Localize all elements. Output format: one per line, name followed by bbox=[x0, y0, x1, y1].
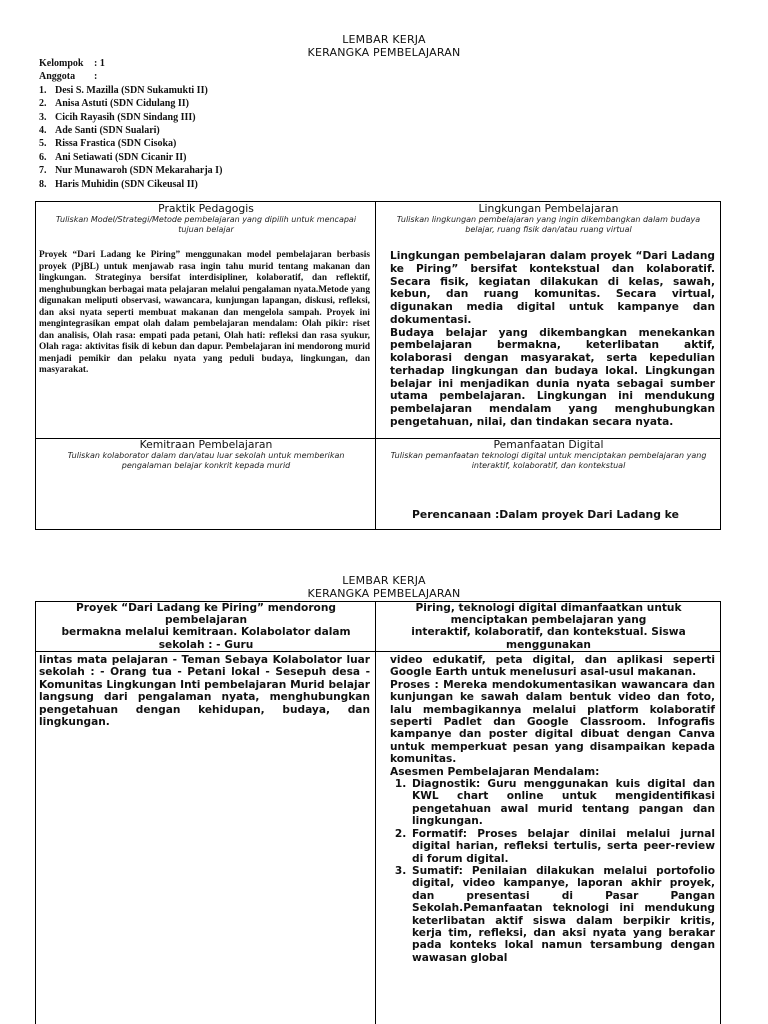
lingkungan-paragraph-2: Budaya belajar yang dikembangkan menekankan pembelajaran bermakna, keterlibatan aktif, kolaborasi dengan masyarakat, serta kepedulian terhadap lingkungan dan budaya lokal. Lingkungan belajar ini menjadikan dunia nyata sebagai sumber utama pembelajaran. Lingkungan ini mendukung pembelajaran mendalam yang menghubungkan pengetahuan, nilai, dan tindakan secara nyata. bbox=[390, 326, 715, 428]
member-number: 1. bbox=[39, 84, 47, 96]
kelompok-row bbox=[39, 57, 369, 70]
list-item bbox=[39, 97, 369, 110]
lingkungan-paragraph-1: Lingkungan pembelajaran dalam proyek “Dari Ladang ke Piring” bersifat kontekstual dan kolaboratif. Secara fisik, kegiatan dilakukan di kelas, sawah, kebun, dan ruang komunitas. Secara virtual, digunakan media digital untuk kampanye dan dokumentasi. bbox=[390, 250, 715, 326]
table-border-bottom bbox=[35, 529, 721, 530]
table-divider-center bbox=[375, 201, 376, 530]
lingkungan-instruction: Tuliskan lingkungan pembelajaran yang ingin dikembangkan dalam budaya belajar, ruang fisik dan/atau ruang virtual bbox=[396, 215, 701, 234]
praktik-title: Praktik Pedagogis bbox=[158, 202, 254, 215]
member-number: 4. bbox=[39, 125, 47, 137]
kemitraan-cell bbox=[39, 439, 373, 471]
page1-title: LEMBAR KERJA bbox=[342, 33, 426, 46]
member-name: Ani Setiawati (SDN Cicanir II) bbox=[55, 151, 187, 163]
table-border-left bbox=[35, 201, 36, 530]
member-number: 5. bbox=[39, 138, 47, 150]
list-item bbox=[39, 151, 369, 164]
praktik-body: Proyek “Dari Ladang ke Piring” menggunakan model pembelajaran berbasis proyek (PjBL) untuk menjawab rasa ingin tahu murid tentang makanan dan lingkungan. Strateginya bersifat interdisipliner, kolaboratif, dan reflektif, menghubungkan berbagai mata pelajaran melalui pengalaman nyata.Metode yang digunakan meliputi observasi, wawancara, kunjungan lapangan, diskusi, refleksi, dan aksi nyata seperti membuat makanan dan mengelola sampah. Proyek ini mengintegrasikan empat olah dalam pembelajaran mendalam: Olah pikir: riset dan analisis, Olah rasa: empati pada petani, Olah hati: refleksi dan rasa syukur, Olah raga: aktivitas fisik di kebun dan dapur. Pembelajaran ini mendorong murid menjadi pemikir dan pelaku nyata yang peduli budaya, lingkungan, dan masyarakat. bbox=[39, 250, 370, 376]
list-item bbox=[39, 178, 369, 191]
table-border-right bbox=[720, 201, 721, 530]
asesmen-list bbox=[390, 778, 715, 964]
lingkungan-body bbox=[390, 250, 715, 429]
asesmen-title: Asesmen Pembelajaran Mendalam: bbox=[390, 765, 600, 778]
anggota-row bbox=[39, 70, 369, 83]
member-name: Anisa Astuti (SDN Cidulang II) bbox=[55, 98, 189, 110]
list-item bbox=[39, 164, 369, 177]
group-info bbox=[39, 57, 369, 191]
header-line: interaktif, kolaboratif, dan kontekstual. Siswa bbox=[411, 626, 686, 639]
lingkungan-title: Lingkungan Pembelajaran bbox=[478, 202, 619, 215]
member-number: 7. bbox=[39, 165, 47, 177]
list-item bbox=[39, 124, 369, 137]
member-name: Ade Santi (SDN Sualari) bbox=[55, 125, 160, 137]
list-item: 2. Formatif: Proses belajar dinilai melalui jurnal digital harian, refleksi tertulis, serta peer-review di forum digital. bbox=[410, 828, 715, 865]
kemitraan-title: Kemitraan Pembelajaran bbox=[139, 438, 273, 451]
header-line: pembelajaran bbox=[164, 614, 248, 627]
header-line: Piring, teknologi digital dimanfaatkan untuk bbox=[415, 602, 682, 614]
table-border-top bbox=[35, 201, 721, 202]
member-number: 2. bbox=[39, 98, 47, 110]
digital-instruction: Tuliskan pemanfaatan teknologi digital untuk menciptakan pembelajaran yang interaktif, kolaboratif, dan kontekstual bbox=[390, 451, 707, 470]
digital-body: Perencanaan :Dalam proyek Dari Ladang ke bbox=[412, 508, 679, 521]
page2-title: LEMBAR KERJA bbox=[342, 574, 426, 587]
table-border-left bbox=[35, 601, 36, 1024]
member-list bbox=[39, 84, 369, 191]
member-name: Cicih Rayasih (SDN Sindang III) bbox=[55, 111, 196, 123]
digital-continuation-header bbox=[380, 602, 717, 651]
member-number: 3. bbox=[39, 111, 47, 123]
header-line: sekolah : - Guru bbox=[158, 638, 254, 651]
kelompok-label: Kelompok bbox=[39, 58, 84, 69]
digital-proses: Proses : Mereka mendokumentasikan wawancara dan kunjungan ke sawah dalam bentuk video dan foto, lalu membagikannya melalui platform kolaboratif seperti Padlet dan Google Classroom. Infografis kampanye dan poster digital dibuat dengan Canva untuk memperkuat pesan yang disampaikan kepada komunitas. bbox=[390, 678, 715, 766]
list-item bbox=[39, 111, 369, 124]
header-line: bermakna melalui kemitraan. Kolabolator dalam bbox=[61, 626, 351, 639]
list-item bbox=[39, 84, 369, 97]
kemitraan-continuation-header bbox=[38, 602, 374, 651]
lingkungan-cell bbox=[380, 203, 717, 235]
praktik-instruction: Tuliskan Model/Strategi/Metode pembelajaran yang dipilih untuk mencapai tujuan belajar bbox=[55, 215, 357, 234]
member-name: Desi S. Mazilla (SDN Sukamukti II) bbox=[55, 84, 208, 96]
praktik-cell bbox=[39, 203, 373, 235]
list-item bbox=[39, 137, 369, 150]
kemitraan-body: lintas mata pelajaran - Teman Sebaya Kolabolator luar sekolah : - Orang tua - Petani lokal - Sesepuh desa - Komunitas Lingkungan Inti pembelajaran Murid belajar langsung dari pengalaman nyata, menghubungkan pengetahuan dengan kehidupan, budaya, dan lingkungan. bbox=[39, 654, 370, 729]
table-divider-page-break bbox=[35, 651, 721, 652]
member-name: Rissa Frastica (SDN Cisoka) bbox=[55, 138, 177, 150]
anggota-label: Anggota bbox=[39, 71, 76, 83]
member-number: 8. bbox=[39, 178, 47, 190]
header-line: Proyek “Dari Ladang ke Piring” mendorong bbox=[76, 602, 336, 614]
member-name: Nur Munawaroh (SDN Mekaraharja I) bbox=[55, 165, 223, 177]
digital-continuation-body bbox=[390, 654, 715, 964]
digital-cell bbox=[380, 439, 717, 471]
table-divider-center bbox=[375, 601, 376, 1024]
header-line: menggunakan bbox=[506, 638, 591, 651]
digital-intro: video edukatif, peta digital, dan aplikasi seperti Google Earth untuk menelusuri asal-usul makanan. bbox=[390, 654, 715, 679]
member-name: Haris Muhidin (SDN Cikeusal II) bbox=[55, 178, 198, 190]
digital-title: Pemanfaatan Digital bbox=[493, 438, 604, 451]
header-line: menciptakan pembelajaran yang bbox=[450, 614, 647, 627]
list-item: 1. Diagnostik: Guru menggunakan kuis digital dan KWL chart online untuk mengidentifikasi pengetahuan awal murid tentang pangan dan lingkungan. bbox=[410, 778, 715, 828]
page2-subtitle: KERANGKA PEMBELAJARAN bbox=[307, 587, 461, 600]
table-border-right bbox=[720, 601, 721, 1024]
page1-subtitle: KERANGKA PEMBELAJARAN bbox=[307, 46, 461, 59]
kelompok-value: : 1 bbox=[94, 58, 105, 69]
member-number: 6. bbox=[39, 151, 47, 163]
kemitraan-instruction: Tuliskan kolaborator dalam dan/atau luar sekolah untuk memberikan pengalaman belajar konkrit kepada murid bbox=[67, 451, 345, 470]
list-item: 3. Sumatif: Penilaian dilakukan melalui portofolio digital, video kampanye, laporan akhir proyek, dan presentasi di Pasar Pangan Sekolah.Pemanfaatan teknologi ini mendukung keterlibatan aktif siswa dalam berpikir kritis, kerja tim, refleksi, dan aksi nyata yang berakar pada konteks lokal namun tersambung dengan wawasan global bbox=[410, 865, 715, 964]
anggota-value: : bbox=[94, 71, 98, 83]
